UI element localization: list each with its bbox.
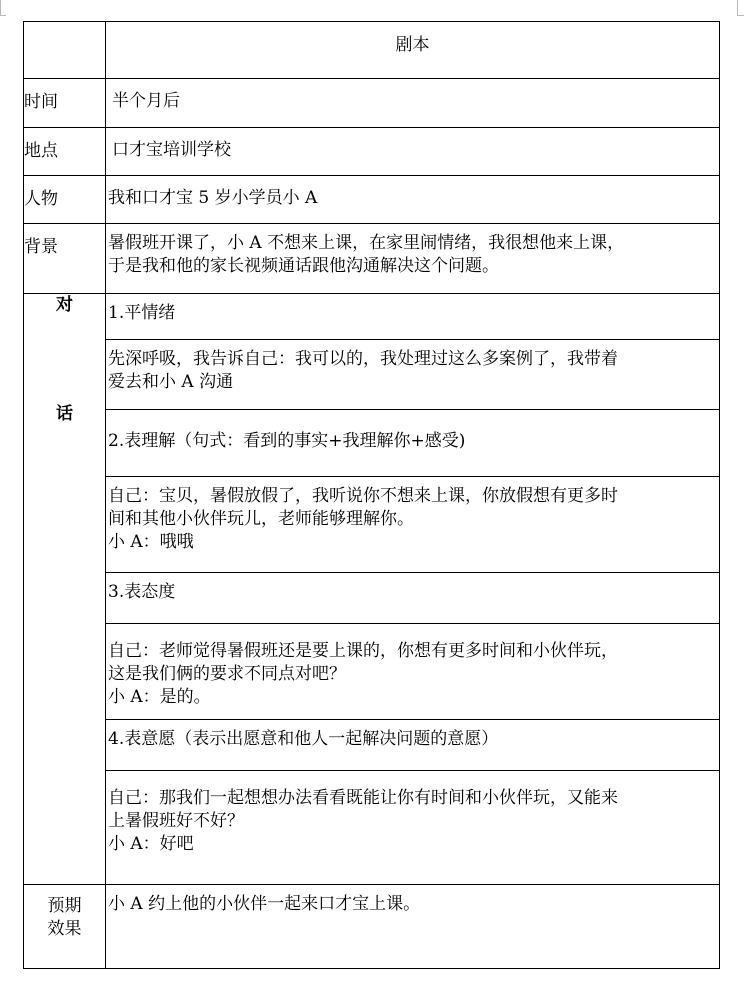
step4-body-cell <box>106 771 720 885</box>
dialogue-label-cell <box>24 294 106 885</box>
time-label: 时间 <box>24 92 58 112</box>
effect-value: 小 A 约上他的小伙伴一起来口才宝上课。 <box>108 894 421 914</box>
dialogue-step3-body-row <box>24 624 720 720</box>
step3-body-cell <box>106 624 720 720</box>
step2-line-1: 自己：宝贝，暑假放假了，我听说你不想来上课，你放假想有更多时 <box>108 486 618 506</box>
step3-line-2: 这是我们俩的要求不同点对吧？ <box>108 664 346 684</box>
time-value: 半个月后 <box>112 91 180 111</box>
dialogue-label-char2: 话 <box>56 404 73 424</box>
time-value-cell <box>106 79 720 128</box>
step4-line-2: 上暑假班好不好？ <box>108 811 244 831</box>
step1-title-cell <box>106 294 720 340</box>
place-value-cell <box>106 128 720 176</box>
dialogue-step2-body-row <box>24 477 720 573</box>
step2-line-3: 小 A：哦哦 <box>108 532 194 552</box>
time-row <box>24 79 720 128</box>
page-corner-mark-left-h <box>0 15 6 16</box>
characters-row <box>24 176 720 224</box>
place-label-cell <box>24 128 106 176</box>
background-label: 背景 <box>24 237 58 257</box>
characters-label-cell <box>24 176 106 224</box>
step1-title: 1.平情绪 <box>108 303 176 323</box>
header-row <box>24 22 720 79</box>
background-value-cell <box>106 224 720 294</box>
step4-title-cell <box>106 720 720 771</box>
dialogue-label-char1: 对 <box>56 295 73 315</box>
step3-line-3: 小 A：是的。 <box>108 687 211 707</box>
header-title-cell <box>106 22 720 79</box>
header-label-cell <box>24 22 106 79</box>
script-title: 剧本 <box>395 35 430 55</box>
effect-label-cell <box>24 885 106 969</box>
step4-line-3: 小 A：好吧 <box>108 834 194 854</box>
dialogue-step2-title-row <box>24 410 720 477</box>
effect-label-line2: 效果 <box>47 919 82 939</box>
page-corner-mark-right <box>737 0 738 16</box>
page-corner-mark-right-h <box>737 15 744 16</box>
background-row <box>24 224 720 294</box>
dialogue-step1-title-row <box>24 294 720 340</box>
step2-body-cell <box>106 477 720 573</box>
background-line-2: 于是我和他的家长视频通话跟他沟通解决这个问题。 <box>108 256 499 276</box>
step4-title: 4.表意愿（表示出愿意和他人一起解决问题的意愿） <box>108 729 499 749</box>
step1-line-2: 爱去和小 A 沟通 <box>108 372 234 392</box>
place-row <box>24 128 720 176</box>
step2-title: 2.表理解（句式：看到的事实+我理解你+感受) <box>108 431 466 451</box>
effect-value-cell <box>106 885 720 969</box>
effect-row <box>24 885 720 969</box>
background-line-1: 暑假班开课了，小 A 不想来上课，在家里闹情绪，我很想他来上课， <box>108 233 625 253</box>
step2-line-2: 间和其他小伙伴玩儿，老师能够理解你。 <box>108 509 414 529</box>
background-label-cell <box>24 224 106 294</box>
place-label: 地点 <box>24 141 58 161</box>
step1-body-cell <box>106 340 720 410</box>
step3-title: 3.表态度 <box>108 582 176 602</box>
dialogue-step4-title-row <box>24 720 720 771</box>
page-corner-mark-left <box>0 0 1 16</box>
step3-line-1: 自己：老师觉得暑假班还是要上课的，你想有更多时间和小伙伴玩， <box>108 641 618 661</box>
dialogue-step1-body-row <box>24 340 720 410</box>
place-value: 口才宝培训学校 <box>112 140 231 160</box>
step2-title-cell <box>106 410 720 477</box>
dialogue-step3-title-row <box>24 573 720 624</box>
script-table <box>23 21 720 969</box>
step4-line-1: 自己：那我们一起想想办法看看既能让你有时间和小伙伴玩，又能来 <box>108 788 618 808</box>
characters-value-cell <box>106 176 720 224</box>
characters-label: 人物 <box>24 189 58 209</box>
effect-label-line1: 预期 <box>47 896 82 916</box>
step1-line-1: 先深呼吸，我告诉自己：我可以的，我处理过这么多案例了，我带着 <box>108 349 618 369</box>
characters-value: 我和口才宝 5 岁小学员小 A <box>108 188 318 208</box>
step3-title-cell <box>106 573 720 624</box>
time-label-cell <box>24 79 106 128</box>
dialogue-step4-body-row <box>24 771 720 885</box>
